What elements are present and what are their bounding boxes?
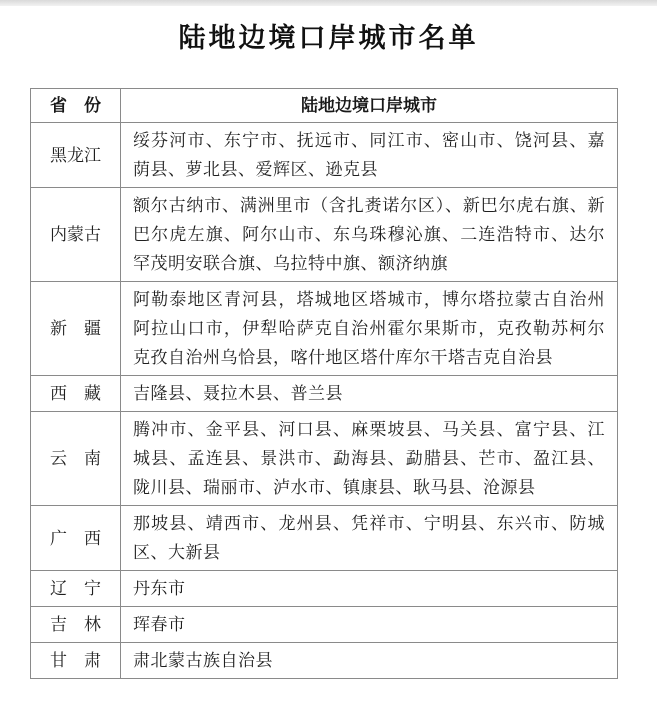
table-row [31,188,618,282]
table-row [31,376,618,412]
province-cell: 广 西 [31,506,121,571]
table-row [31,412,618,506]
province-cell: 辽 宁 [31,571,121,607]
table-row [31,643,618,679]
cities-cell: 额尔古纳市、满洲里市（含扎赉诺尔区）、新巴尔虎右旗、新巴尔虎左旗、阿尔山市、东乌珠穆沁旗、二连浩特市、达尔罕茂明安联合旗、乌拉特中旗、额济纳旗 [121,188,618,282]
table-row [31,506,618,571]
province-cell: 甘 肃 [31,643,121,679]
cities-cell: 那坡县、靖西市、龙州县、凭祥市、宁明县、东兴市、防城区、大新县 [121,506,618,571]
province-cell: 新 疆 [31,282,121,376]
cities-column-header: 陆地边境口岸城市 [121,89,618,123]
table-row [31,571,618,607]
table-header-row [31,89,618,123]
table-row [31,123,618,188]
cities-cell: 吉隆县、聂拉木县、普兰县 [121,376,618,412]
scan-artifact-top [0,0,657,6]
cities-cell: 珲春市 [121,607,618,643]
table-row [31,282,618,376]
table-row [31,607,618,643]
cities-cell: 腾冲市、金平县、河口县、麻栗坡县、马关县、富宁县、江城县、孟连县、景洪市、勐海县、勐腊县、芒市、盈江县、陇川县、瑞丽市、泸水市、镇康县、耿马县、沧源县 [121,412,618,506]
page-title: 陆地边境口岸城市名单 [178,23,479,53]
border-cities-table [30,88,618,679]
province-cell: 吉 林 [31,607,121,643]
cities-cell: 肃北蒙古族自治县 [121,643,618,679]
province-column-header: 省 份 [31,89,121,123]
province-cell: 黑龙江 [31,123,121,188]
province-cell: 云 南 [31,412,121,506]
province-cell: 内蒙古 [31,188,121,282]
cities-cell: 丹东市 [121,571,618,607]
province-cell: 西 藏 [31,376,121,412]
cities-cell: 绥芬河市、东宁市、抚远市、同江市、密山市、饶河县、嘉荫县、萝北县、爱辉区、逊克县 [121,123,618,188]
cities-cell: 阿勒泰地区青河县，塔城地区塔城市，博尔塔拉蒙古自治州阿拉山口市，伊犁哈萨克自治州霍尔果斯市，克孜勒苏柯尔克孜自治州乌恰县，喀什地区塔什库尔干塔吉克自治县 [121,282,618,376]
